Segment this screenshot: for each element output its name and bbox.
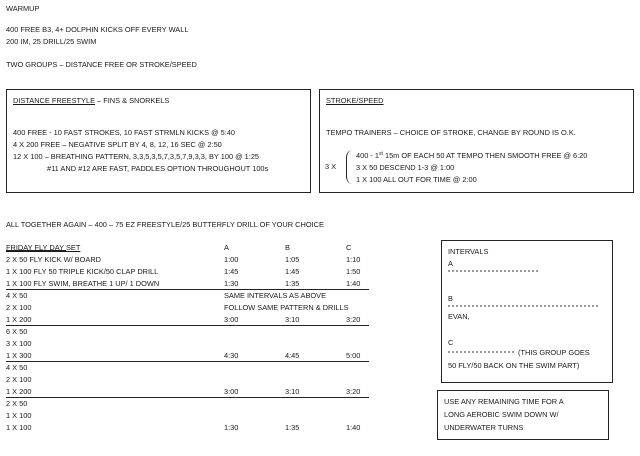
cooldown-box: [437, 390, 609, 440]
fly-row-label: 1 X 100: [6, 411, 32, 420]
fly-row-label: 6 X 50: [6, 327, 28, 336]
fly-row-label: 2 X 100: [6, 303, 32, 312]
fly-time-b: 1:45: [285, 267, 300, 276]
fly-row-label: 1 X 300: [6, 351, 32, 360]
fly-time-a: 3:00: [224, 315, 239, 324]
fly-time-c: 3:20: [346, 387, 361, 396]
fly-row-note: FOLLOW SAME PATTERN & DRILLS: [224, 303, 349, 312]
fly-group-header: C: [346, 243, 352, 252]
distance-title-rest: – FINS & SNORKELS: [95, 96, 170, 105]
warmup-title: WARMUP: [6, 4, 40, 13]
fly-time-a: 4:30: [224, 351, 239, 360]
intervals-group-b-tail: EVAN,: [448, 312, 470, 321]
fly-group-header: B: [285, 243, 290, 252]
cooldown-line: USE ANY REMAINING TIME FOR A: [444, 397, 564, 406]
intervals-box: [441, 240, 613, 383]
fly-row-label: 4 X 50: [6, 363, 28, 372]
intervals-group-b: B: [448, 294, 453, 303]
stroke-item-text: 15m OF EACH 50 AT TEMPO THEN SMOOTH FREE @ 6:20: [382, 151, 588, 160]
redacted-names: [448, 270, 538, 277]
together-line: ALL TOGETHER AGAIN – 400 – 75 EZ FREESTYLE/25 BUTTERFLY DRILL OF YOUR CHOICE: [6, 220, 324, 229]
fly-time-c: 1:40: [346, 279, 361, 288]
distance-title: [13, 97, 169, 104]
fly-row-label: 4 X 50: [6, 291, 28, 300]
fly-time-c: 1:50: [346, 267, 361, 276]
fly-row-label: 1 X 100 FLY SWIM, BREATHE 1 UP/ 1 DOWN: [6, 279, 160, 288]
fly-row-label: 1 X 100: [6, 423, 32, 432]
fly-time-b: 4:45: [285, 351, 300, 360]
distance-freestyle-box: [6, 89, 311, 193]
intervals-group-c-note: 50 FLY/50 BACK ON THE SWIM PART): [448, 361, 580, 370]
stroke-multiplier: 3 X: [325, 162, 337, 171]
fly-time-c: 5:00: [346, 351, 361, 360]
stroke-line: TEMPO TRAINERS – CHOICE OF STROKE, CHANGE BY ROUND IS O.K.: [326, 128, 576, 137]
distance-line: #11 AND #12 ARE FAST, PADDLES OPTION THROUGHOUT 100s: [47, 164, 269, 173]
warmup-line: 400 FREE B3, 4+ DOLPHIN KICKS OFF EVERY WALL: [6, 25, 189, 34]
fly-time-b: 3:10: [285, 315, 300, 324]
block-divider: [6, 397, 369, 398]
fly-time-c: 1:40: [346, 423, 361, 432]
fly-time-c: 1:10: [346, 255, 361, 264]
warmup-groups-line: TWO GROUPS – DISTANCE FREE OR STROKE/SPEED: [6, 60, 197, 69]
fly-time-a: 1:00: [224, 255, 239, 264]
block-divider: [6, 325, 369, 326]
cooldown-line: LONG AEROBIC SWIM DOWN W/: [444, 410, 559, 419]
fly-row-label: 1 X 100 FLY 50 TRIPLE KICK/50 CLAP DRILL: [6, 267, 159, 276]
stroke-item-text: 400 - 1: [356, 151, 380, 160]
fly-time-b: 1:35: [285, 423, 300, 432]
cooldown-line: UNDERWATER TURNS: [444, 423, 524, 432]
distance-line: 12 X 100 – BREATHING PATTERN, 3,3,5,3,5,7,3,5,7,9,3,3, BY 100 @ 1:25: [13, 152, 260, 161]
fly-time-a: 1:30: [224, 423, 239, 432]
fly-time-a: 1:45: [224, 267, 239, 276]
intervals-group-c: C: [448, 338, 454, 347]
stroke-item: [356, 152, 587, 159]
fly-set-title: FRIDAY FLY DAY SET: [6, 243, 81, 252]
fly-row-label: 2 X 50: [6, 399, 28, 408]
distance-title-main: DISTANCE FREESTYLE: [13, 96, 95, 105]
intervals-group-a: A: [448, 259, 453, 268]
block-divider: [6, 361, 369, 362]
fly-time-a: 3:00: [224, 387, 239, 396]
stroke-title: STROKE/SPEED: [326, 96, 384, 105]
redacted-names: [448, 305, 598, 312]
brace-icon: [346, 150, 353, 184]
fly-group-header: A: [224, 243, 229, 252]
intervals-title: INTERVALS: [448, 247, 489, 256]
block-divider: [6, 289, 369, 290]
fly-row-label: 2 X 50 FLY KICK W/ BOARD: [6, 255, 102, 264]
fly-row-note: SAME INTERVALS AS ABOVE: [224, 291, 327, 300]
fly-time-b: 1:35: [285, 279, 300, 288]
fly-time-c: 3:20: [346, 315, 361, 324]
underline-rule: [6, 250, 66, 251]
warmup-line: 200 IM, 25 DRILL/25 SWIM: [6, 37, 97, 46]
stroke-item-sup: st: [379, 151, 383, 157]
fly-row-label: 2 X 100: [6, 375, 32, 384]
distance-line: 400 FREE - 10 FAST STROKES, 10 FAST STRMLN KICKS @ 5:40: [13, 128, 236, 137]
fly-row-label: 1 X 200: [6, 387, 32, 396]
intervals-group-c-tail: (THIS GROUP GOES: [518, 348, 590, 357]
fly-time-a: 1:30: [224, 279, 239, 288]
fly-time-b: 1:05: [285, 255, 300, 264]
stroke-item: 3 X 50 DESCEND 1-3 @ 1:00: [356, 163, 455, 172]
fly-time-b: 3:10: [285, 387, 300, 396]
redacted-names: [448, 351, 514, 358]
stroke-item: 1 X 100 ALL OUT FOR TIME @ 2:00: [356, 175, 477, 184]
fly-row-label: 1 X 200: [6, 315, 32, 324]
fly-row-label: 3 X 100: [6, 339, 32, 348]
distance-line: 4 X 200 FREE – NEGATIVE SPLIT BY 4, 8, 12, 16 SEC @ 2:50: [13, 140, 222, 149]
